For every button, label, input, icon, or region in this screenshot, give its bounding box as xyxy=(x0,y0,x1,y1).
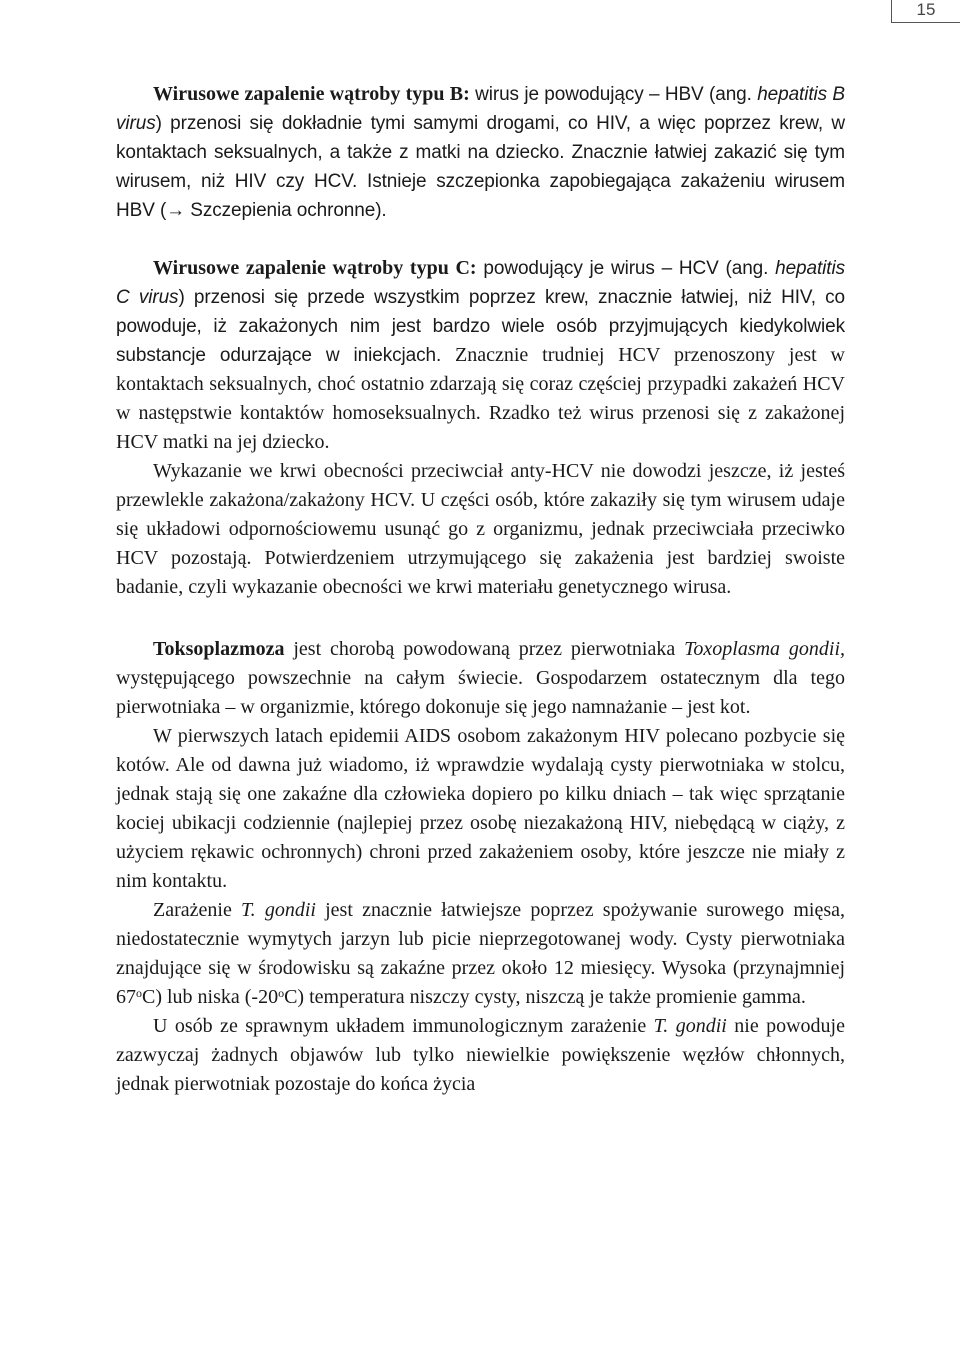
hbv-heading: Wirusowe zapalenie wątroby typu B: xyxy=(153,83,470,105)
toxo-paragraph-1 xyxy=(116,635,845,722)
hcv-paragraph-2: Wykazanie we krwi obecności przeciwciał anty-HCV nie dowodzi jeszcze, iż jesteś przewlekle zakażona/zakażony HCV. U części osób, które zakaziły się tym wirusem udaje się układowi odpornościowemu usunąć go z organizmu, jednak przeciwciała przeciwko HCV pozostają. Potwierdzeniem utrzymującego się zakażenia jest bardziej swoiste badanie, czyli wykazanie obecności we krwi materiału genetycznego wirusa. xyxy=(116,460,845,598)
degree-superscript: o xyxy=(278,986,285,1000)
toxo-p3-term: T. gondii xyxy=(241,899,316,921)
hcv-term: hepatitis C virus xyxy=(116,258,845,308)
spacer xyxy=(116,602,845,635)
toxo-text-2: występującego powszechnie na całym świecie. Gospodarzem ostatecznym dla tego pierwotniaka – w organizmie, którego dokonuje się jego namnażanie – jest kot. xyxy=(116,667,845,718)
hbv-term: hepatitis B virus xyxy=(116,84,846,134)
hcv-text-3: Znacznie trudniej HCV przenoszony jest w kontaktach seksualnych, choć ostatnio zdarzają się coraz częściej przypadki zakażeń HCV w następstwie kontaktów homoseksualnych. Rzadko też wirus przenosi się z zakażonej HCV matki na jej dziecko. xyxy=(116,344,845,453)
hbv-paragraph xyxy=(116,80,845,225)
hcv-text-2: ) przenosi się przede wszystkim poprzez krew, znacznie łatwiej, niż HIV, co powoduje, iż zakażonych nim jest bardzo wiele osób przyjmujących kiedykolwiek substancje odurzające w iniekcjach. xyxy=(116,287,845,366)
hbv-text-1: wirus je powodujący – HBV (ang. xyxy=(469,84,758,105)
toxo-p3-text-b: jest znacznie łatwiejsze poprzez spożywanie surowego mięsa, niedostatecznie wymytych jarzyn lub picie nieprzegotowanej wody. Cysty pierwotniaka znajdujące się w środowisku są zakaźne przez około 12 miesięcy. Wysoka (przynajmniej 67 xyxy=(116,899,845,1008)
page-number: 15 xyxy=(891,0,960,23)
toxo-paragraph-3 xyxy=(116,896,845,1012)
section-hcv xyxy=(116,254,845,602)
toxo-p4-text-a: U osób ze sprawnym układem immunologicznym zarażenie xyxy=(153,1015,654,1037)
section-hbv xyxy=(116,80,845,225)
toxo-heading: Toksoplazmoza xyxy=(153,638,285,660)
toxo-paragraph-2: W pierwszych latach epidemii AIDS osobom zakażonym HIV polecano pozbycie się kotów. Ale od dawna już wiadomo, iż wprawdzie wydalają cysty pierwotniaka w stolcu, jednak stają się one zakaźne dla człowieka dopiero po kilku dniach – tak więc sprzątanie kociej ubikacji codziennie (najlepiej przez osobę niezakażoną HIV, niebędącą w ciąży, z użyciem rękawic ochronnych) chroni przed zakażeniem osoby, które jeszcze nie miały z nim kontaktu. xyxy=(116,725,845,892)
toxo-p3-text-a: Zarażenie xyxy=(153,899,241,921)
hcv-paragraph-1 xyxy=(116,254,845,457)
degree-superscript: o xyxy=(136,986,142,1000)
toxo-p4-text-b: nie powoduje zazwyczaj żadnych objawów lub tylko niewielkie powiększenie węzłów chłonnych, jednak pierwotniak pozostaje do końca życia xyxy=(116,1015,845,1095)
toxo-p4-term: T. gondii xyxy=(653,1015,727,1037)
toxo-p3-text-d: C) temperatura niszczy cysty, niszczą je także promienie gamma. xyxy=(284,986,806,1008)
toxo-term: Toxoplasma gondii, xyxy=(684,638,845,660)
toxo-p3-text-c: C) lub niska (-20 xyxy=(142,986,279,1008)
section-toxoplasmosis xyxy=(116,635,845,1099)
page-content xyxy=(116,80,845,1099)
hcv-text-1: powodujący je wirus – HCV (ang. xyxy=(476,258,776,279)
toxo-paragraph-4 xyxy=(116,1012,845,1099)
toxo-text-1: jest chorobą powodowaną przez pierwotniaka xyxy=(284,638,685,660)
hcv-heading: Wirusowe zapalenie wątroby typu C: xyxy=(153,257,477,279)
hbv-text-2: ) przenosi się dokładnie tymi samymi drogami, co HIV, a więc poprzez krew, w kontaktach seksualnych, a także z matki na dziecko. Znacznie łatwiej zakazić się tym wirusem, niż HIV czy HCV. Istnieje szczepionka zapobiegająca zakażeniu wirusem HBV (→ Szczepienia ochronne). xyxy=(116,113,845,221)
spacer xyxy=(116,225,845,254)
